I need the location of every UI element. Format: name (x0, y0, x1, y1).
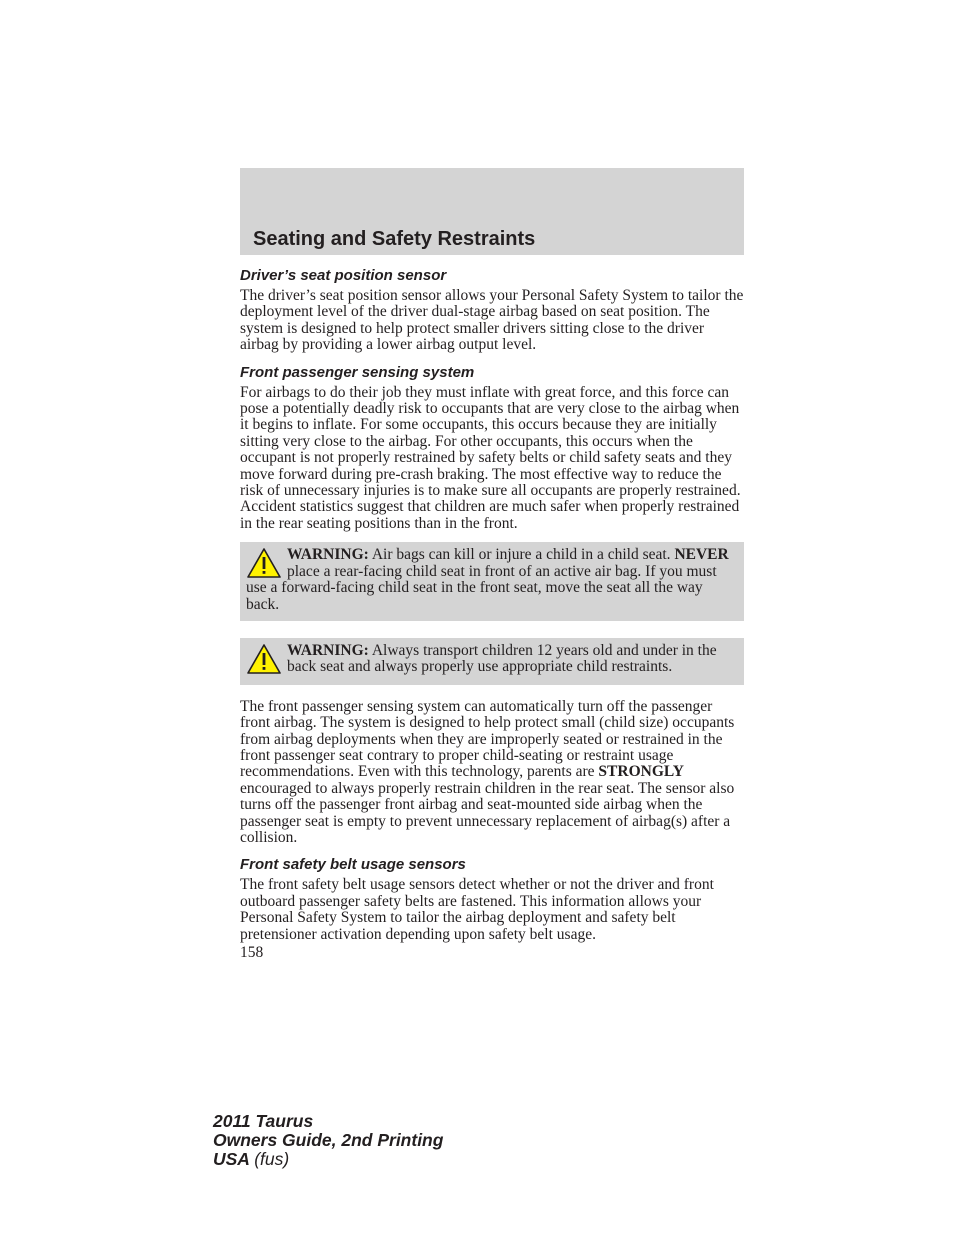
paragraph-passenger-airbag-off: The front passenger sensing system can automatically turn off the passenger front airbag. The system is designed to help protect small (child size) occupants from airbag deployments when they are improperly seated or restrained in the front passenger seat contrary to proper child-seating or restraint usage recommendations. Even with this technology, parents are STRONGLY encouraged to always properly restrain children in the rear seat. The sensor also turns off the passenger front airbag and seat-mounted side airbag when the passenger seat is empty to prevent unnecessary replacement of airbag(s) after a collision. (240, 697, 735, 846)
heading-driver-seat-sensor: Driver’s seat position sensor (240, 267, 447, 284)
warning-triangle-icon (246, 643, 282, 675)
warning-box-rear-seat (240, 638, 744, 685)
heading-front-passenger-sensing: Front passenger sensing system (240, 363, 475, 381)
warning-label: WARNING: (287, 546, 369, 564)
warning-label: WARNING: (287, 641, 369, 659)
warning-text: Always transport children 12 years old and under in the back seat and always properly use appropriate child restraints. (287, 641, 717, 676)
page-content (240, 266, 744, 961)
footer-model: 2011 Taurus (213, 1111, 314, 1131)
warning-text: Air bags can kill or injure a child in a child seat. (368, 546, 675, 564)
warning-emphasis: NEVER (674, 546, 729, 564)
footer-publication-info (213, 1112, 443, 1169)
warning-text-continued: place a rear-facing child seat in front of an active air bag. If you must use a forward-facing child seat in the front seat, move the seat all the way back. (246, 562, 717, 613)
warning-box-child-seat (240, 542, 744, 621)
footer-region: USA (fus) (213, 1149, 290, 1169)
paragraph-belt-usage-sensors: The front safety belt usage sensors detect whether or not the driver and front outboard passenger safety belts are fastened. This information allows your Personal Safety System to tailor the airbag deployment and safety belt pretensioner activation depending upon safety belt usage. (240, 876, 714, 943)
footer-guide: Owners Guide, 2nd Printing (213, 1130, 444, 1150)
paragraph-driver-seat-sensor: The driver’s seat position sensor allows your Personal Safety System to tailor the deployment level of the driver dual-stage airbag based on seat position. The system is designed to help protect smaller drivers sitting close to the driver airbag by providing a lower airbag output level. (240, 287, 744, 354)
footer-region-code: (fus) (254, 1149, 290, 1169)
section-header-band (240, 168, 744, 255)
paragraph-front-passenger-sensing: For airbags to do their job they must inflate with great force, and this force can pose a potentially deadly risk to occupants that are very close to the airbag when it begins to inflate. For some occupants, this occurs because they are initially sitting very close to the airbag. For other occupants, this occurs when the occupant is not properly restrained by safety belts or child safety seats and they move forward during pre-crash braking. The most effective way to reduce the risk of unnecessary injuries is to make sure all occupants are properly restrained. Accident statistics suggest that children are much safer when properly restrained in the rear seating positions than in the front. (240, 383, 741, 532)
warning-triangle-icon (246, 547, 282, 579)
section-title: Seating and Safety Restraints (253, 228, 536, 250)
heading-belt-usage-sensors: Front safety belt usage sensors (240, 856, 466, 874)
emphasis-strongly: STRONGLY (598, 763, 684, 781)
page-number: 158 (240, 944, 264, 961)
